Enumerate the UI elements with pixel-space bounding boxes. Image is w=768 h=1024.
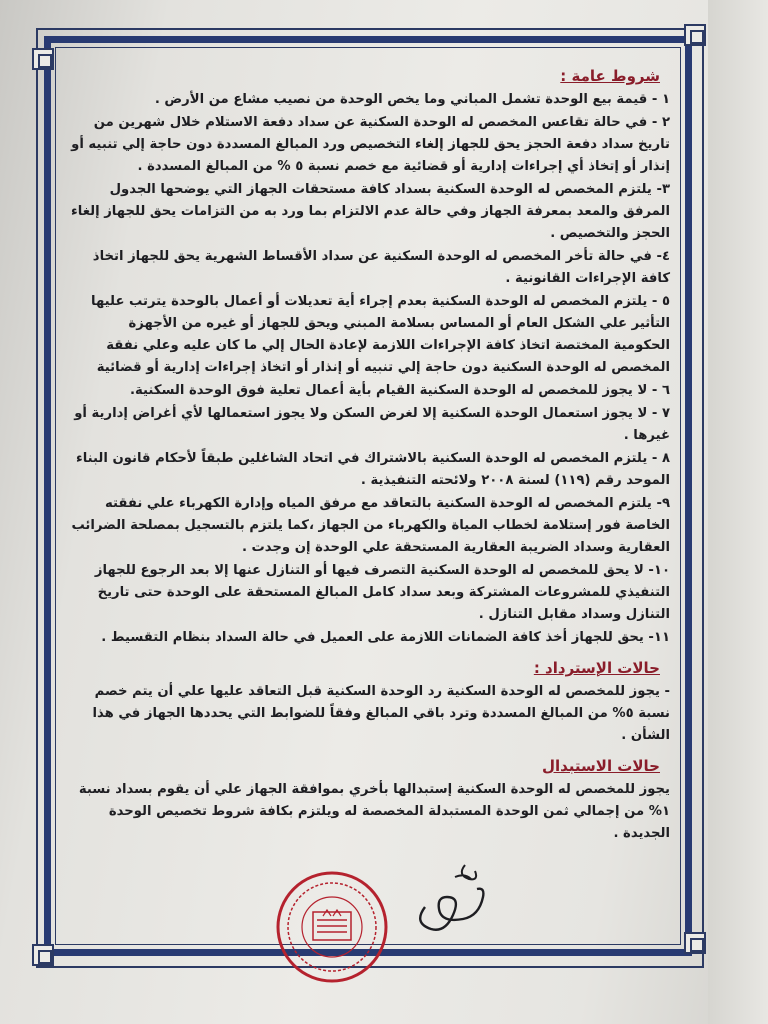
corner-ornament-top-left [32, 48, 54, 70]
term-item: ٢ - في حالة تقاعس المخصص له الوحدة السكنية عن سداد دفعة الاستلام خلال شهرين من تاريخ سداد دفعة الحجز يحق للجهاز إلغاء التخصيص ورد المبالغ المسددة دون حاجة إلي تنبيه أو إنذار أو إتخاذ أي إجراءات إدارية أو قضائية مع خصم نسبة ٥ % من المبالغ المسددة . [71, 115, 670, 174]
term-item: ٣- يلتزم المخصص له الوحدة السكنية بسداد كافة مستحقات الجهاز التي يوضحها الجدول المرفق والمعد بمعرفة الجهاز وفي حالة عدم الالتزام بما ورد به من التزامات يحق للجهاز إلغاء الحجز والتخصيص . [71, 182, 670, 241]
corner-ornament-bottom-right [684, 932, 706, 954]
refund-heading: حالات الإسترداد : [533, 659, 660, 677]
term-item: ١ - قيمة بيع الوحدة تشمل المباني وما يخص الوحدة من نصيب مشاع من الأرض . [154, 92, 670, 107]
exchange-text: يجوز للمخصص له الوحدة السكنية إستبدالها بأخري بموافقة الجهاز علي أن يقوم بسداد نسبة ١% من إجمالي ثمن الوحدة المستبدلة المخصصة له ويلتزم بكافة شروط تخصيص الوحدة الجديدة . [78, 782, 670, 841]
official-seal-stamp [275, 870, 390, 985]
refund-text: - يجوز للمخصص له الوحدة السكنية رد الوحدة السكنية قبل التعاقد عليها علي أن يتم خصم نسبة ٥% من المبالغ المسددة وترد باقي المبالغ وفقاً للضوابط التي يحددها الجهاز في هذا الشأن . [92, 684, 670, 743]
term-item: ٨ - يلتزم المخصص له الوحدة السكنية بالاشتراك في اتحاد الشاغلين طبقاً لأحكام قانون البناء الموحد رقم (١١٩) لسنة ٢٠٠٨ ولائحته التنفيذية . [75, 451, 670, 488]
corner-ornament-bottom-left [32, 944, 54, 966]
term-item: ٤- في حالة تأخر المخصص له الوحدة السكنية عن سداد الأقساط الشهرية يحق للجهاز اتخاذ كافة الإجراءات القانونية . [92, 249, 670, 286]
term-item: ٧ - لا يجوز استعمال الوحدة السكنية إلا لغرض السكن ولا يجوز استعمالها لأي أغراض إدارية أو غيرها . [74, 406, 670, 443]
term-item: ٦ - لا يجوز للمخصص له الوحدة السكنية القيام بأية أعمال تعلية فوق الوحدة السكنية. [130, 383, 670, 398]
exchange-heading: حالات الاستبدال [541, 757, 660, 775]
document-content [70, 66, 670, 866]
corner-ornament-top-right [684, 24, 706, 46]
term-item: ١٠- لا يحق للمخصص له الوحدة السكنية التصرف فيها أو التنازل عنها إلا بعد الرجوع للجهاز التنفيذي للمشروعات المشتركة وبعد سداد كامل المبالغ المستحقة على الوحدة حتى تاريخ التنازل وسداد مقابل التنازل . [94, 563, 670, 622]
term-item: ٥ - يلتزم المخصص له الوحدة السكنية بعدم إجراء أية تعديلات أو أعمال بالوحدة يترتب عليها التأثير علي الشكل العام أو المساس بسلامة المبني ويحق للجهاز أو غيره من الأجهزة الحكومية المختصة اتخاذ كافة الإجراءات اللازمة لإعادة الحال إلي ما كان عليه وعلي نفقة المخصص له الوحدة السكنية دون حاجة إلي تنبيه أو إنذار أو اتخاذ إجراءات إدارية أو قضائية [91, 294, 670, 375]
term-item: ٩- يلتزم المخصص له الوحدة السكنية بالتعاقد مع مرفق المياه وإدارة الكهرباء علي نفقته الخاصة فور إستلامة لخطاب المياة والكهرباء من الجهاز ،كما يلتزم بالتسجيل بمصلحة الضرائب العقارية وسداد الضريبة العقارية المستحقة علي الوحدة إن وجدت . [71, 496, 670, 555]
handwritten-signature [395, 855, 505, 935]
general-terms-heading: شروط عامة : [560, 67, 660, 85]
adjacent-page-edge [708, 0, 768, 1024]
term-item: ١١- يحق للجهاز أخذ كافة الضمانات اللازمة على العميل في حالة السداد بنظام التقسيط . [101, 630, 670, 645]
